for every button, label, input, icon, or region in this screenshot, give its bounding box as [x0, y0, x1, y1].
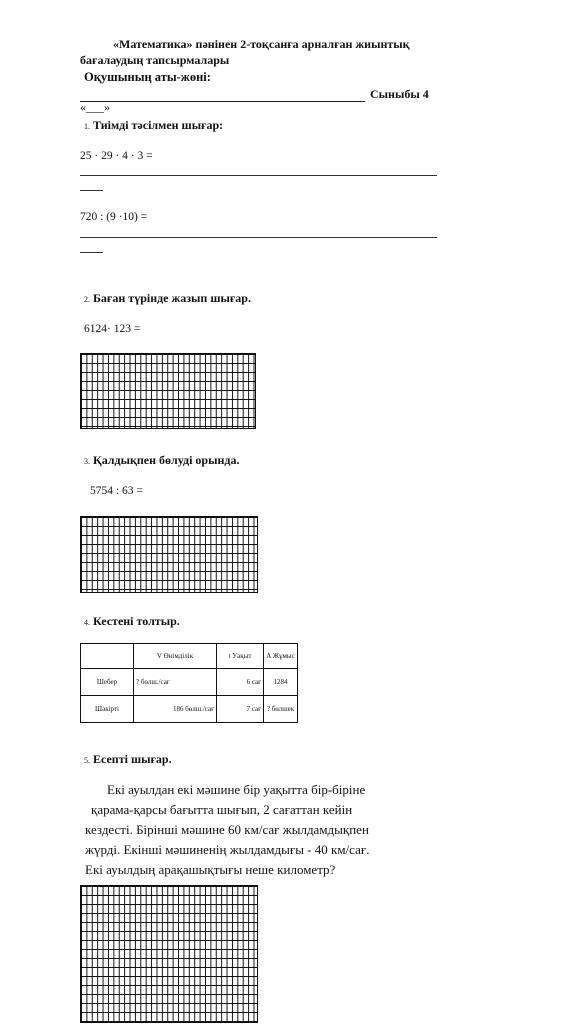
task-5-title: Есепті шығар. [93, 752, 172, 766]
student-name-line [80, 101, 365, 102]
task-1-expr-2: 720 : (9 ·10) = [80, 211, 148, 223]
task-5-heading [84, 752, 172, 767]
grade-label: Сыныбы 4 [370, 87, 429, 101]
task-2-title: Баған түрінде жазып шығар. [93, 291, 251, 305]
table-header-cell: t Уақыт [217, 644, 264, 669]
answer-line-short [80, 252, 103, 253]
title-line-2: бағалаудың тапсырмалары [80, 53, 230, 67]
work-grid[interactable] [80, 516, 258, 593]
student-name-label: Оқушының аты-жөні: [84, 70, 211, 84]
problem-line: қарама-қарсы бағытта шығып, 2 сағаттан кейін [91, 802, 353, 817]
task-4-number: 4. [84, 618, 90, 627]
table-cell: Шебер [81, 669, 134, 696]
task-3-number: 3. [84, 457, 90, 466]
table-header-cell: V Өнімділік [134, 644, 217, 669]
table-header-cell: A Жұмыс [264, 644, 298, 669]
problem-line: кездесті. Бірінші мәшине 60 км/сағ жылдамдықпен [85, 822, 369, 837]
table-cell[interactable]: ? бөлш./сағ [134, 669, 217, 696]
work-grid[interactable] [80, 353, 256, 429]
grade-letter-blank: «___» [80, 100, 110, 114]
problem-line: Екі ауылдан екі мәшине бір уақытта бір-біріне [107, 782, 366, 797]
answer-line [80, 237, 437, 238]
table-header-row [81, 644, 298, 669]
work-grid[interactable] [80, 885, 258, 1023]
title-line-1: «Математика» пәнінен 2-тоқсанға арналған жиынтық [113, 37, 410, 51]
task-4-title: Кестені толтыр. [93, 614, 180, 628]
task-3-expr: 5754 : 63 = [90, 485, 143, 497]
table-cell[interactable]: ? бөлшек [264, 696, 298, 723]
data-table [80, 643, 298, 723]
task-2-number: 2. [84, 295, 90, 304]
word-problem [85, 780, 437, 880]
task-3-title: Қалдықпен бөлуді орында. [93, 453, 240, 467]
task-1-expr-1: 25 · 29 · 4 · 3 = [80, 150, 153, 162]
table-header-cell [81, 644, 134, 669]
table-cell: 1284 [264, 669, 298, 696]
table-cell: 6 сағ [217, 669, 264, 696]
table-cell: Шәкірті [81, 696, 134, 723]
problem-line: жүрді. Екінші мәшиненің жылдамдығы - 40 км/сағ. [85, 842, 370, 857]
answer-line-short [80, 190, 103, 191]
table-cell: 7 сағ [217, 696, 264, 723]
table-row [81, 696, 298, 723]
task-4-heading [84, 614, 180, 629]
task-2-heading [84, 291, 251, 306]
task-1-number: 1. [84, 122, 90, 131]
table-row [81, 669, 298, 696]
task-3-heading [84, 453, 239, 468]
answer-line [80, 175, 437, 176]
task-2-expr: 6124· 123 = [84, 323, 141, 335]
worksheet-title [80, 36, 480, 68]
problem-line: Екі ауылдың арақашықтығы неше километр? [85, 862, 336, 877]
task-5-number: 5. [84, 756, 90, 765]
task-1-title: Тиімді тәсілмен шығар: [93, 118, 224, 132]
task-1-heading [84, 118, 223, 133]
table-cell: 186 бөлш./сағ [134, 696, 217, 723]
